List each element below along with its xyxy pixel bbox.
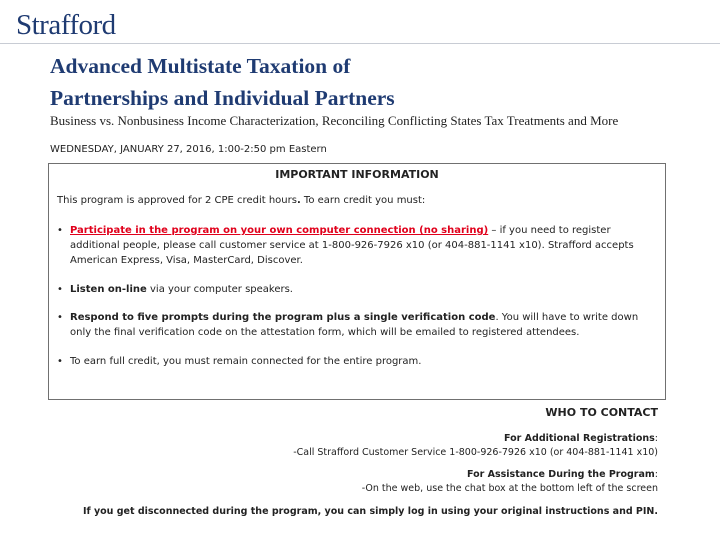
assistance-heading (467, 469, 658, 480)
listen-online-label: Listen on-line (70, 284, 147, 295)
disconnect-note: If you get disconnected during the program, you can simply log in using your original instructions and PIN. (82, 506, 658, 517)
title-line-1: Advanced Multistate Taxation of (50, 54, 351, 78)
credit-intro-text: This program is approved for 2 CPE credit hours (57, 195, 297, 206)
prompts-detail: . You will have to write down only the final verification code on the attestation form, which will be emailed to registered attendees. (70, 312, 639, 338)
listen-online-detail: via your computer speakers. (146, 284, 293, 295)
registrations-colon: : (654, 433, 658, 444)
bullet-icon: • (57, 312, 63, 323)
list-item-full-credit (57, 354, 647, 369)
assistance-colon: : (654, 469, 658, 480)
bullet-icon: • (57, 356, 63, 367)
important-heading: IMPORTANT INFORMATION (275, 168, 439, 181)
event-date: WEDNESDAY, JANUARY 27, 2016, 1:00-2:50 pm Eastern (50, 144, 327, 155)
assistance-detail: -On the web, use the chat box at the bottom left of the screen (361, 483, 658, 494)
list-item-no-sharing (57, 223, 647, 268)
important-information-box (48, 163, 666, 400)
full-credit-text: To earn full credit, you must remain connected for the entire program. (70, 356, 422, 367)
strafford-logo: Strafford (16, 9, 116, 41)
list-item-listen (57, 282, 647, 297)
registrations-detail: -Call Strafford Customer Service 1-800-926-7926 x10 (or 404-881-1141 x10) (293, 447, 658, 458)
registrations-heading (504, 433, 658, 444)
credit-intro-rest: To earn credit you must: (300, 195, 426, 206)
no-sharing-detail: – if you need to register additional people, please call customer service at 1-800-926-7926 x10 (or 404-881-1141 x10). Strafford accepts American Express, Visa, MasterCard, Discover. (70, 225, 634, 266)
credit-intro-period: . (296, 195, 301, 206)
header-divider (0, 43, 720, 44)
bullet-icon: • (57, 225, 63, 236)
prompts-label: Respond to five prompts during the program plus a single verification code (70, 312, 496, 323)
contact-heading: WHO TO CONTACT (545, 406, 658, 419)
page-subtitle: Business vs. Nonbusiness Income Characterization, Reconciling Conflicting States Tax Treatments and More (50, 113, 619, 128)
page-title (50, 50, 395, 114)
registrations-label: For Additional Registrations (504, 433, 655, 444)
credit-intro (57, 195, 425, 206)
no-sharing-link[interactable]: Participate in the program on your own computer connection (no sharing) (70, 225, 489, 236)
bullet-icon: • (57, 284, 63, 295)
list-item-prompts (57, 310, 647, 340)
assistance-label: For Assistance During the Program (467, 469, 655, 480)
title-line-2: Partnerships and Individual Partners (50, 86, 395, 110)
